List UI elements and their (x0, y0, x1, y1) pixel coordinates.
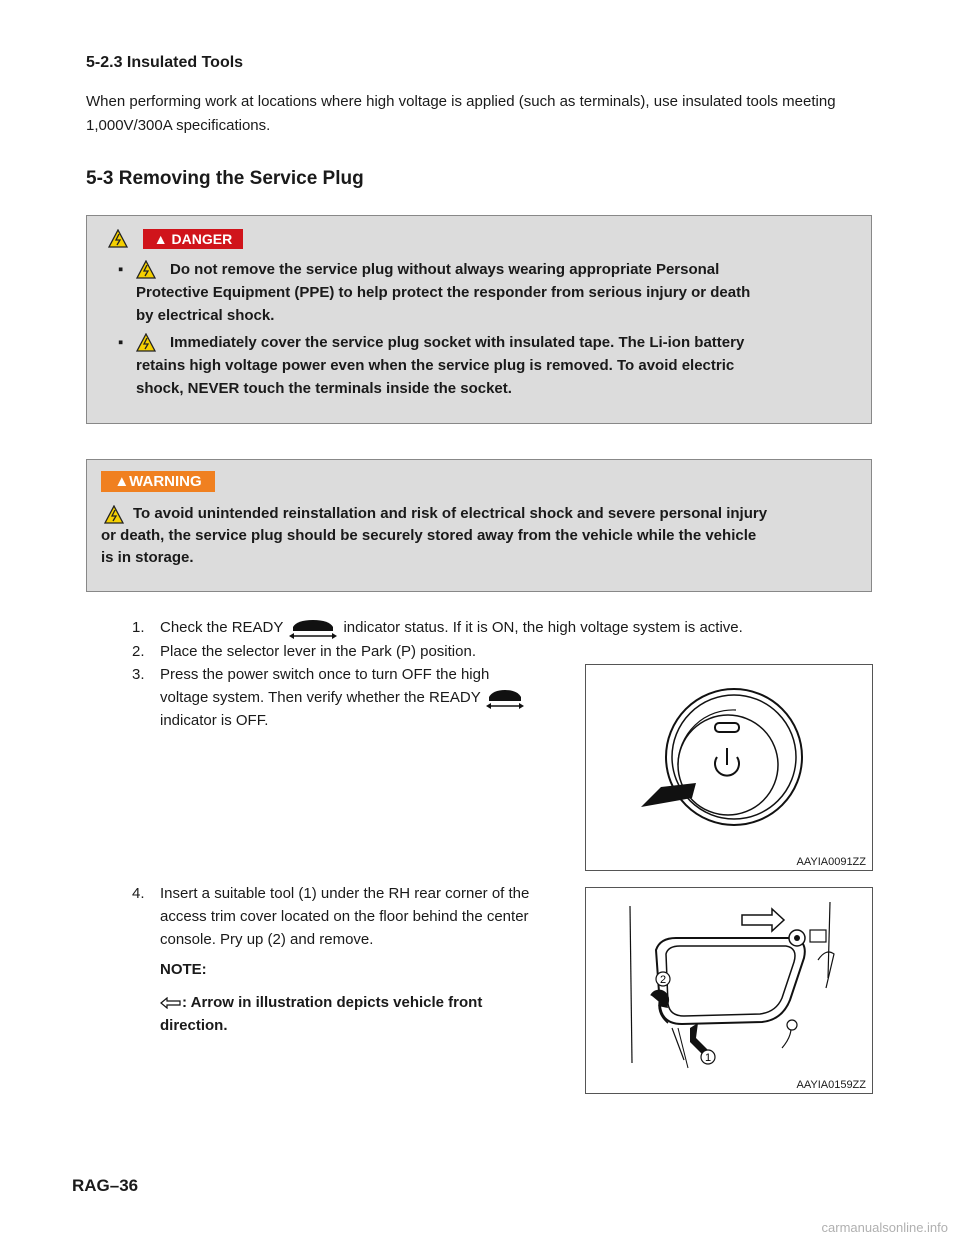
danger-bullet-1-line-1: Do not remove the service plug without always wearing appropriate Personal (170, 261, 720, 278)
section-heading-removing-service-plug: 5-3 Removing the Service Plug (86, 168, 364, 189)
step-4-line-2: access trim cover located on the floor behind the center (160, 908, 529, 925)
callout-2: 2 (659, 974, 667, 986)
danger-bullet-2-line-2: retains high voltage power even when the service plug is removed. To avoid electric (136, 357, 735, 374)
warning-label (101, 471, 215, 492)
step-number: 2. (132, 643, 145, 660)
front-direction-arrow-icon (160, 997, 182, 1009)
danger-bullet-1-line-2: Protective Equipment (PPE) to help protect the responder from serious injury or death (136, 284, 751, 301)
danger-label-text: DANGER (171, 231, 233, 247)
danger-label (143, 229, 243, 249)
watermark: carmanualsonline.info (821, 1220, 948, 1235)
figure-code: AAYIA0091ZZ (796, 856, 866, 868)
warning-line-2: or death, the service plug should be securely stored away from the vehicle while the vehicle (101, 527, 757, 544)
insulated-tools-paragraph: When performing work at locations where high voltage is applied (such as terminals), use insulated tools meeting 1,000V/300A specifications. (86, 93, 836, 134)
step-3-line-3: indicator is OFF. (160, 712, 269, 730)
power-switch-illustration (586, 665, 872, 870)
step-2-text: Place the selector lever in the Park (P) position. (160, 643, 476, 660)
warning-text (101, 503, 871, 569)
access-trim-cover-illustration (586, 888, 872, 1093)
ready-indicator-icon (287, 617, 339, 639)
note-line-1: : Arrow in illustration depicts vehicle front (182, 994, 483, 1011)
step-1-text-a: Check the READY (160, 619, 284, 636)
warning-line-1: To avoid unintended reinstallation and risk of electrical shock and severe personal injury (133, 505, 768, 522)
page-number: RAG–36 (72, 1176, 139, 1195)
note-line-2: direction. (160, 1017, 228, 1034)
callout-1: 1 (704, 1052, 712, 1064)
step-1-text-b: indicator status. If it is ON, the high voltage system is active. (343, 619, 743, 636)
step-4-line-1: Insert a suitable tool (1) under the RH rear corner of the (160, 885, 530, 902)
warning-line-3: is in storage. (101, 549, 194, 566)
bullet-square-icon: ▪ (118, 334, 124, 351)
step-3 (132, 663, 572, 733)
warning-label-text: WARNING (129, 473, 202, 490)
ready-indicator-icon (485, 687, 525, 709)
step-number: 1. (132, 619, 145, 636)
step-number: 3. (132, 666, 145, 683)
bullet-square-icon: ▪ (118, 261, 124, 278)
figure-access-trim-cover (585, 887, 873, 1094)
warning-triangle-icon: ▲ (153, 231, 168, 247)
figure-power-switch (585, 664, 873, 871)
note-heading: NOTE: (160, 961, 207, 978)
figure-code: AAYIA0159ZZ (796, 1079, 866, 1091)
note-text (160, 991, 560, 1037)
step-4 (132, 882, 582, 952)
section-heading-insulated-tools: 5-2.3 Insulated Tools (86, 54, 244, 71)
danger-bullet-1-line-3: by electrical shock. (136, 307, 275, 324)
step-4-line-3: console. Pry up (2) and remove. (160, 931, 374, 948)
step-3-line-2: voltage system. Then verify whether the READY (160, 689, 481, 706)
danger-bullet-2-line-1: Immediately cover the service plug socket with insulated tape. The Li-ion battery (170, 334, 745, 351)
danger-bullet-2-line-3: shock, NEVER touch the terminals inside the socket. (136, 380, 512, 397)
step-number: 4. (132, 885, 145, 902)
warning-triangle-icon: ▲ (114, 473, 130, 490)
hazard-voltage-icon (108, 229, 128, 248)
step-3-line-1: Press the power switch once to turn OFF the high (160, 666, 490, 683)
